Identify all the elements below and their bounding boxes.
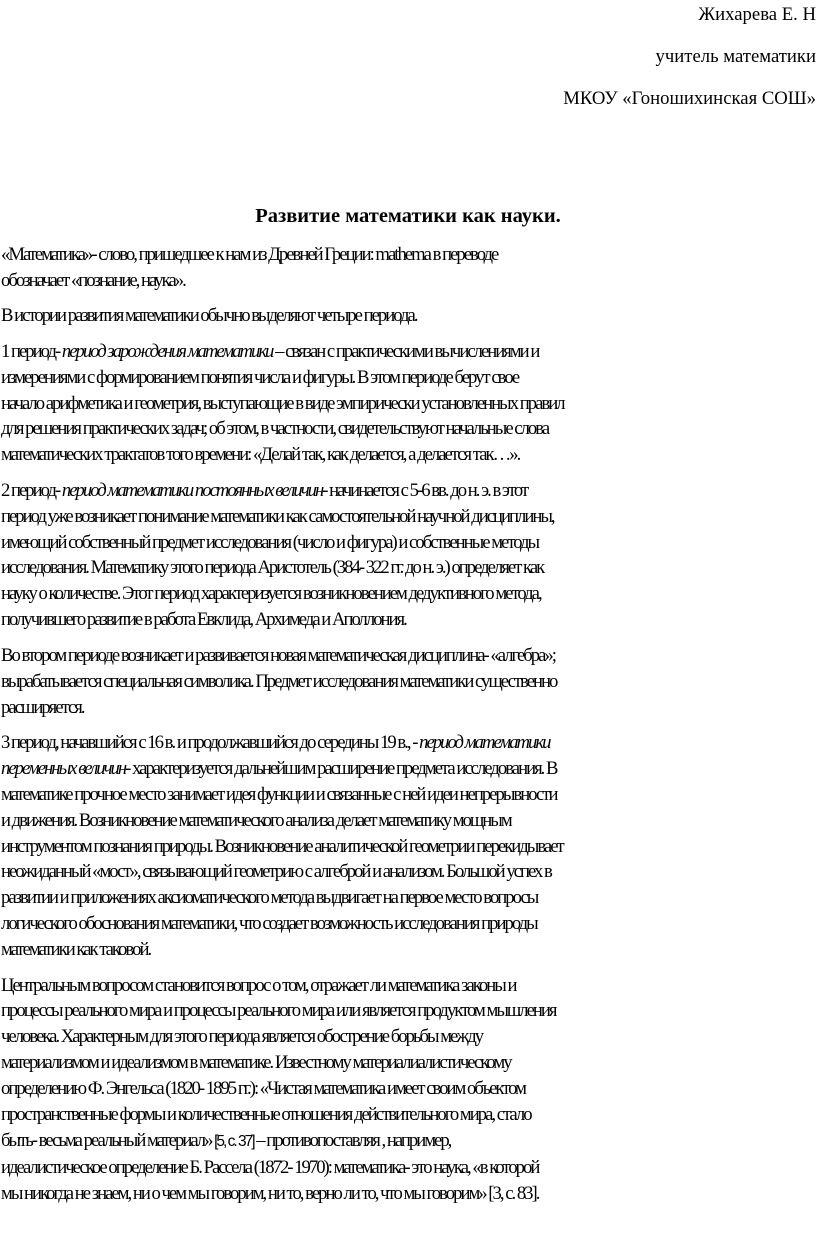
text-line: расширяется.	[1, 696, 84, 718]
document-title: Развитие математики как науки.	[255, 205, 561, 227]
text-line: идеалистическое определение Б. Рассела (1872- 1970): математика- это наука, «в которой	[1, 1156, 539, 1178]
text-line: процессы реального мира и процессы реального мира или является продуктом мышления	[1, 1000, 556, 1022]
text-line: науку о количестве. Этот период характеризуется возникновением дедуктивного метода,	[1, 583, 541, 605]
paragraph-definition	[1, 242, 816, 294]
period-name-emphasis: период математики постоянных величин	[61, 479, 323, 501]
text-fragment: 1 период-	[1, 340, 62, 362]
text-line	[1, 339, 816, 365]
text-fragment: 2 период-	[1, 479, 62, 501]
text-line: инструментом познания природы. Возникновение аналитической геометрии перекидывает	[1, 835, 563, 857]
paragraph-central-question	[1, 973, 816, 1207]
text-line	[1, 756, 816, 782]
text-fragment: - начинается с 5-6 вв. до н. э. в этот	[322, 479, 528, 501]
text-line: математических трактатов того времени: «Делай так, как делается, а делается так…».	[1, 444, 520, 466]
text-fragment: 3 период, начавшийся с 16 в. и продолжавшийся до середины 19 в., -	[1, 731, 420, 753]
text-line: и движения. Возникновение математического анализа делает математику мощным	[1, 809, 511, 831]
text-line: развитии и приложениях аксиоматического метода выдвигает на первое место вопросы	[1, 887, 538, 909]
paragraph-period-2	[1, 478, 816, 633]
period-name-emphasis: период зарождения математики	[61, 340, 273, 362]
text-line: период уже возникает понимание математики как самостоятельной научной дисциплины,	[1, 505, 554, 527]
author-name: Жихарева Е. Н	[698, 4, 816, 25]
text-line: человека. Характерным для этого периода является обострение борьбы между	[1, 1026, 483, 1048]
document-body	[1, 242, 816, 1216]
period-name-emphasis: период математики	[419, 731, 550, 753]
paragraph-period-3	[1, 730, 816, 963]
text-line: пространственные формы и количественные отношения действительного мира, стало	[1, 1104, 531, 1126]
text-line: неожиданный «мост», связывающий геометрию с алгеброй и анализом. Большой успех в	[1, 861, 551, 883]
author-position: учитель математики	[655, 46, 816, 67]
text-line: измерениями с формированием понятия числа и фигуры. В этом периоде берут свое	[1, 366, 519, 388]
text-line	[1, 478, 816, 504]
text-line: математики как таковой.	[1, 939, 151, 961]
paragraph-period-1	[1, 339, 816, 469]
paragraph-periods-intro	[1, 303, 816, 329]
text-line: получившего развитие в работа Евклида, Архимеда и Аполлония.	[1, 609, 406, 631]
text-fragment: быть- весьма реальный материал»	[1, 1130, 215, 1151]
text-line: материализмом и идеализмом в математике. Известному материалиалистическому	[1, 1052, 511, 1074]
school-name: МКОУ «Гоношихинская СОШ»	[563, 88, 816, 109]
period-name-emphasis: переменных величин	[1, 757, 126, 779]
text-line: начало арифметика и геометрия, выступающие в виде эмпирически установленных правил	[1, 392, 564, 414]
text-fragment: - характеризуется дальнейшим расширение предмета исследования. В	[125, 757, 557, 779]
text-line: Центральным вопросом становится вопрос о том, отражает ли математика законы и	[1, 974, 516, 996]
paragraph-algebra	[1, 643, 816, 721]
text-line	[1, 1128, 816, 1155]
text-line: «Математика»- слово, пришедшее к нам из Древней Греции: mathema в переводе	[1, 244, 498, 265]
text-line: вырабатывается специальная символика. Предмет исследования математики существенно	[1, 670, 557, 692]
text-line: обозначает «познание, наука».	[1, 269, 185, 291]
text-line: для решения практических задач; об этом, в частности, свидетельствуют начальные слова	[1, 418, 549, 440]
text-line: имеющий собственный предмет исследования (число и фигура) и собственные методы	[1, 531, 539, 553]
text-line: логического обоснования математики, что создает возможность исследования природы	[1, 913, 537, 935]
text-line: исследования. Математику этого периода Аристотель (384- 322 гг. до н. э.) определяет как	[1, 557, 544, 579]
text-line: мы никогда не знаем, ни о чем мы говорим, ни то, верно ли то, что мы говорим» [3, с. 83].	[1, 1182, 539, 1204]
text-fragment: – противопоставляя , например,	[253, 1130, 451, 1151]
citation-reference: [5, с. 37]	[214, 1133, 254, 1150]
text-line: определению Ф. Энгельса (1820- 1895 гг.): «Чистая математика имеет своим объектом	[1, 1078, 525, 1100]
text-fragment: – связан с практическими вычислениями и	[272, 340, 539, 362]
text-line: математике прочное место занимает идея функции и связанные с ней идеи непрерывности	[1, 783, 557, 805]
text-line: В истории развития математики обычно выделяют четыре периода.	[1, 305, 417, 327]
text-line: Во втором периоде возникает и развивается новая математическая дисциплина- «алгебра»;	[1, 644, 555, 666]
text-line	[1, 730, 816, 756]
